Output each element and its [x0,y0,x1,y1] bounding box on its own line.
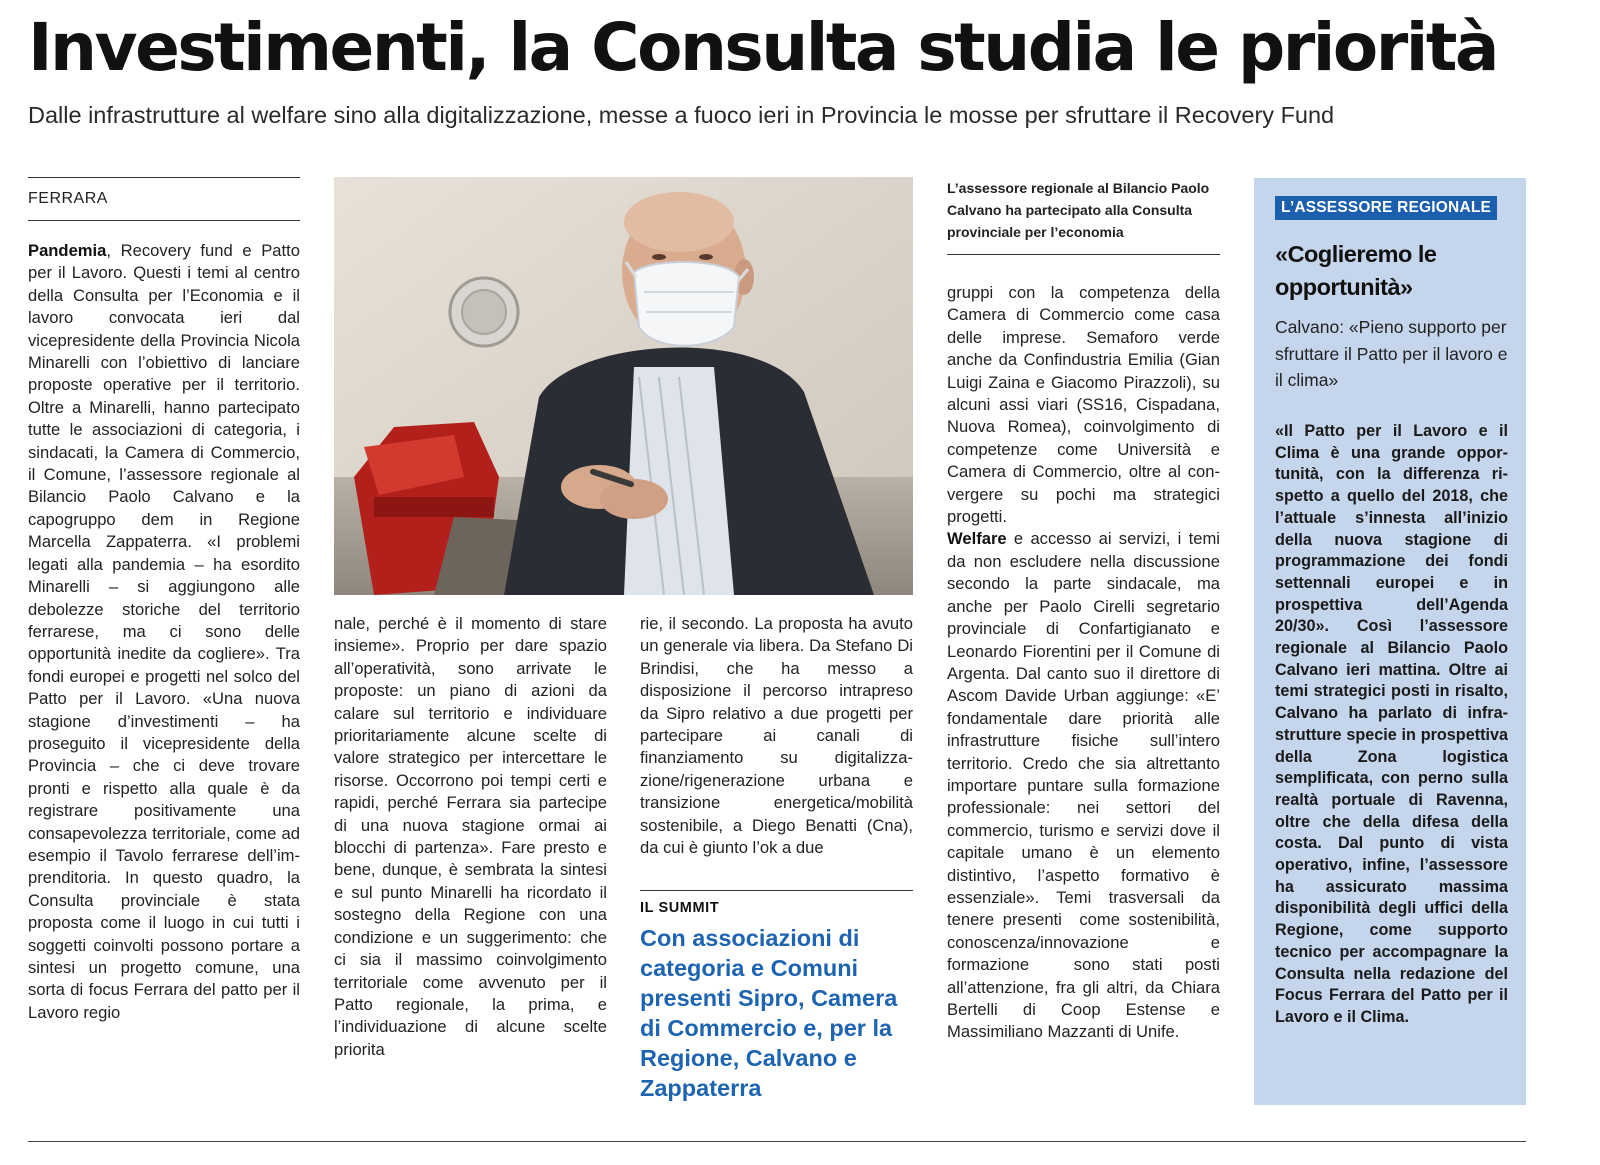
article-column-4 [947,282,1220,1110]
column-4-text-a: gruppi con la competenza della Camera di Commercio come casa delle imprese. Semaforo verde anche da Confindustria Emilia (Gian Luigi Zaina e Giacomo Pirazzoli), su alcuni assi viari (SS16, Cispadana, Nuova Romea), coinvolgimento di competenze come Università e Camera di Commercio, oltre al convergere su pochi ma strategici progetti. [947,283,1220,527]
column-3-text: rie, il secondo. La proposta ha avuto un generale via libera. Da Stefano Di Brindisi, che ha messo a disposizione il percorso intrapreso da Sipro relativo a due progetti per partecipare ai canali di finanziamento su digitalizzazione/rigenerazione urbana e transizione energetica/mobilità sostenibile, a Diego Benatti (Cna), da cui è giunto l’ok a due [640,614,913,858]
lead-word-pandemia: Pandemia [28,241,107,260]
headline: Investimenti, la Consulta studia le priorità [28,9,1497,86]
sidebar-title: «Coglieremo le opportunità» [1275,241,1437,300]
article-photo [334,177,913,595]
bottom-divider [28,1141,1526,1142]
column-4-text-b: e accesso ai servizi, i temi da non escludere nella discussione secondo la parte sindacale, ma anche per Paolo Cirelli segretario provinciale di Confartigianato e Leonardo Fiorentini per il Comune di Argenta. Dal canto suo il direttore di Ascom Davide Urban aggiunge: «E’ fondamentale dare priorità alle infrastrutture fisiche sull’intero territorio. Credo che sia altrettanto importare puntare sulla formazione professionale: nei settori del commercio, turismo e servizi dove il capitale umano è un elemento distintivo, l’aspetto formativo è essenziale». Temi trasversali da tenere presenti come sostenibilità, conoscenza/innovazione e formazione sono stati posti all’attenzione, fra gli altri, da Chiara Bertelli di Coop Estense e Massimiliano Mazzanti di Unife. [947,529,1220,1042]
summit-kicker: IL SUMMIT [640,900,720,916]
column-1-text: , Recovery fund e Patto per il Lavoro. Questi i temi al centro della Consulta per l’Economia e il lavoro convocata ieri dal vicepresidente della Provincia Nicola Minarelli con l’obiettivo di lanciare proposte operative per il territorio. Oltre a Minarelli, hanno partecipato tutte le associazioni di categoria, i sindacati, la Camera di Commercio, il Comune, l’assessore regionale al Bilancio Paolo Calvano e la capogruppo dem in Regione Marcella Zappaterra. «I problemi legati alla pandemia – ha esordito Minarelli – si aggiungono alle debolezze storiche del territorio ferrarese, ma ci sono delle opportunità inedite da cogliere». Tra fondi europei e progetti nel solco del Patto per il Lavoro. «Una nuova stagione d’investimenti – ha proseguito il vicepresidente della Provincia – che ci deve trovare pronti e rispetto alla quale è da registrare positivamente una consapevolezza territoriale, come ad esempio il Tavolo ferrarese dell’imprenditoria. In questo quadro, la Consulta provinciale è stata proposta come il luogo in cui tutti i soggetti coinvolti possono portare a sintesi un progetto comune, una sorta di focus Ferrara del patto per il Lavoro regio [28,241,300,1022]
caption-divider [947,254,1220,255]
article-column-3 [640,613,913,885]
sidebar-kicker: L’ASSESSORE REGIONALE [1275,196,1497,220]
photo-caption: L’assessore regionale al Bilancio Paolo Calvano ha partecipato alla Consulta provinciale per l’economia [947,180,1210,240]
summit-divider [640,890,913,891]
column-2-text: nale, perché è il momento di stare insieme». Proprio per dare spazio all’operatività, sono arrivate le proposte: un piano di azioni da calare sul territorio e individuare prioritariamente alcune scelte di valore strategico per intercettare le risorse. Occorrono poi tempi certi e rapidi, perché Ferrara sia partecipe di una nuova stagione ormai ai blocchi di partenza». Fare presto e bene, dunque, è sembrata la sintesi e sul punto Minarelli ha ricordato il sostegno della Regione con una condizione e un suggerimento: che ci sia il massimo coinvolgimento territoriale come avvenuto per il Patto regionale, la prima, e l’individuazione di alcune scelte priorita [334,614,607,1059]
subheadline: Dalle infrastrutture al welfare sino alla digitalizzazione, messe a fuoco ieri in Provincia le mosse per sfruttare il Recovery Fund [28,102,1335,128]
sidebar-subtitle: Calvano: «Pieno supporto per sfruttare il Patto per il lavoro e il clima» [1275,317,1508,390]
summit-title: Con associazioni di categoria e Comuni presenti Sipro, Camera di Commercio e, per la Regione, Calvano e Zappaterra [640,925,898,1101]
lead-word-welfare: Welfare [947,529,1007,549]
article-column-1 [28,240,300,1110]
dateline: FERRARA [28,177,300,221]
photo-illustration [334,177,913,595]
article-column-2 [334,613,607,1108]
sidebar-body: «Il Patto per il Lavoro e il Clima è una grande opportunità, con la differenza rispetto a quello del 2018, che l’attuale s’innesta all’inizio della nuova stagione di programmazione dei fondi settennali europei e in prospettiva dell’Agenda 20/30». Così l’assessore regionale al Bilancio Paolo Calvano ieri mattina. Oltre ai temi strategici posti in risalto, Calvano ha parlato di infrastrutture specie in prospettiva della Zona logistica semplificata, con perno sulla realtà portuale di Ravenna, oltre che della difesa della costa. Dal punto di vista operativo, infine, l’assessore ha assicurato massima disponibilità degli uffici della Regione, come supporto tecnico per accompagnare la Consulta nella redazione del Focus Ferrara del Patto per il Lavoro e il Clima. [1275,422,1508,1026]
